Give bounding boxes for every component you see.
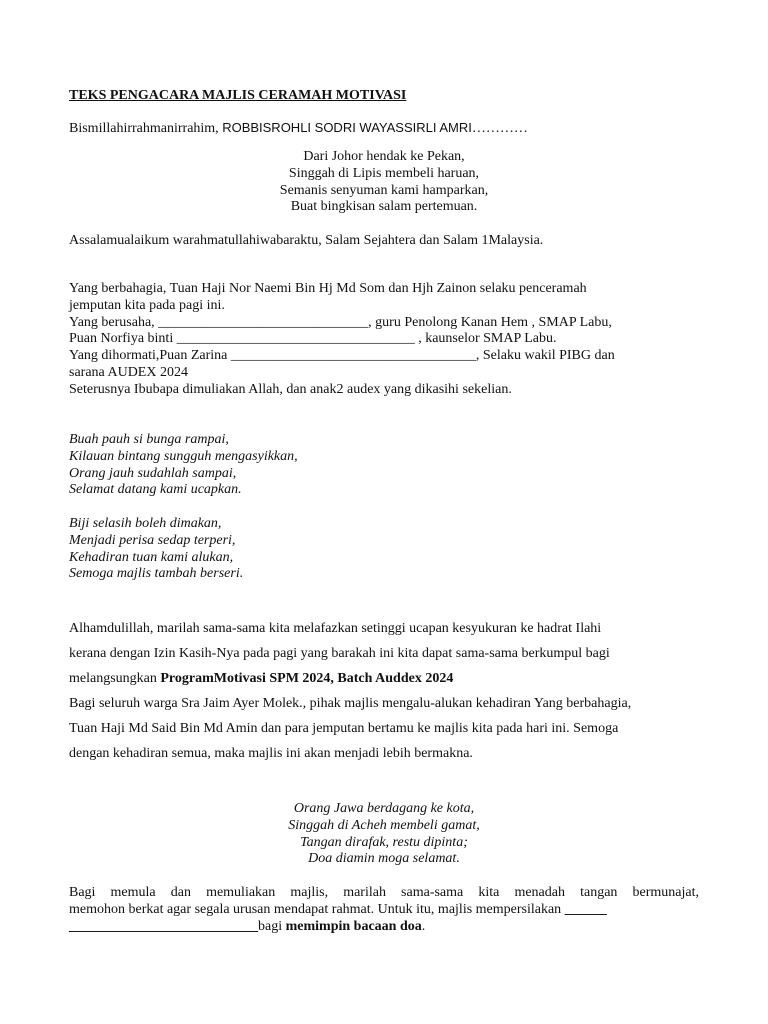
pantun-line: Dari Johor hendak ke Pekan, <box>303 149 465 164</box>
vip-line: sarana AUDEX 2024 <box>69 364 188 380</box>
program-name: ProgramMotivasi SPM 2024, Batch Auddex 2024 <box>160 671 454 686</box>
pantun-guest-arrival <box>69 432 699 499</box>
pantun-line: Tangan dirafak, restu dipinta; <box>300 834 468 850</box>
pantun-line: Semoga majlis tambah berseri. <box>69 566 244 582</box>
gratitude-paragraph <box>69 616 699 766</box>
pantun-line: Orang jauh sudahlah sampai, <box>69 465 237 481</box>
name-blank: ______ <box>564 901 607 917</box>
closing-text: memohon berkat agar segala urusan mendapat rahmat. Untuk itu, majlis mempersilakan <box>69 901 565 917</box>
doa-instruction: memimpin bacaan doa <box>285 918 422 934</box>
document-title: TEKS PENGACARA MAJLIS CERAMAH MOTIVASI <box>69 88 407 103</box>
closing-line <box>69 902 699 919</box>
vip-acknowledgement <box>69 281 699 399</box>
pantun-line: Buah pauh si bunga rampai, <box>69 432 229 447</box>
body-line <box>69 666 699 691</box>
vip-line: jemputan kita pada pagi ini. <box>69 297 225 313</box>
opening-doa-text: ROBBISROHLI SODRI WAYASSIRLI AMRI <box>222 120 472 135</box>
pantun-line: Orang Jawa berdagang ke kota, <box>293 801 475 816</box>
opening-line <box>69 120 699 138</box>
pantun-line: Singgah di Lipis membeli haruan, <box>288 165 480 181</box>
closing-period: . <box>421 918 426 934</box>
pantun-line: Singgah di Acheh membeli gamat, <box>288 817 480 833</box>
pantun-line: Kehadiran tuan kami alukan, <box>69 549 234 565</box>
body-line: Bagi seluruh warga Sra Jaim Ayer Molek., pihak majlis mengalu-alukan kehadiran Yang berbahagia, <box>69 696 632 711</box>
body-line: dengan kehadiran semua, maka majlis ini akan menjadi lebih bermakna. <box>69 746 473 761</box>
vip-line: Puan Norfiya binti __________________________________ , kaunselor SMAP Labu. <box>69 331 557 347</box>
vip-line: Yang berbahagia, Tuan Haji Nor Naemi Bin Hj Md Som dan Hjh Zainon selaku penceramah <box>69 281 587 296</box>
pantun-line: Biji selasih boleh dimakan, <box>69 516 222 531</box>
body-line: kerana dengan Izin Kasih-Nya pada pagi yang barakah ini kita dapat sama-sama berkumpul bagi <box>69 646 610 661</box>
bismillah-text: Bismillahirrahmanirrahim, <box>69 121 219 136</box>
pantun-line: Menjadi perisa sedap terperi, <box>69 532 236 548</box>
pantun-welcome <box>69 149 699 216</box>
opening-dots: ………… <box>471 121 528 136</box>
closing-line <box>69 919 699 936</box>
closing-line: Bagi memula dan memuliakan majlis, marilah sama-sama kita menadah tangan bermunajat, <box>69 885 699 900</box>
vip-line: Seterusnya Ibubapa dimuliakan Allah, dan anak2 audex yang dikasihi sekelian. <box>69 381 512 397</box>
body-line: Alhamdulillah, marilah sama-sama kita melafazkan setinggi ucapan kesyukuran ke hadrat Ilahi <box>69 621 602 636</box>
pantun-welcome-guests <box>69 516 699 583</box>
vip-line: Yang dihormati,Puan Zarina ___________________________________, Selaku wakil PIBG dan <box>69 348 615 364</box>
vip-line: Yang berusaha, ______________________________, guru Penolong Kanan Hem , SMAP Labu, <box>69 314 612 330</box>
closing-text: bagi <box>258 918 286 934</box>
pantun-line: Selamat datang kami ucapkan. <box>69 482 242 498</box>
pantun-doa <box>69 801 699 868</box>
body-line: Tuan Haji Md Said Bin Md Amin dan para jemputan bertamu ke majlis kita pada hari ini. Semoga <box>69 721 619 736</box>
name-blank: ___________________________ <box>69 918 258 934</box>
pantun-line: Doa diamin moga selamat. <box>308 851 460 867</box>
salam-greeting: Assalamualaikum warahmatullahiwabaraktu, Salam Sejahtera dan Salam 1Malaysia. <box>69 233 544 248</box>
pantun-line: Kilauan bintang sungguh mengasyikkan, <box>69 448 298 464</box>
pantun-line: Semanis senyuman kami hamparkan, <box>279 182 489 198</box>
closing-paragraph <box>69 885 699 935</box>
pantun-line: Buat bingkisan salam pertemuan. <box>290 199 478 215</box>
body-text: melangsungkan <box>69 671 161 686</box>
